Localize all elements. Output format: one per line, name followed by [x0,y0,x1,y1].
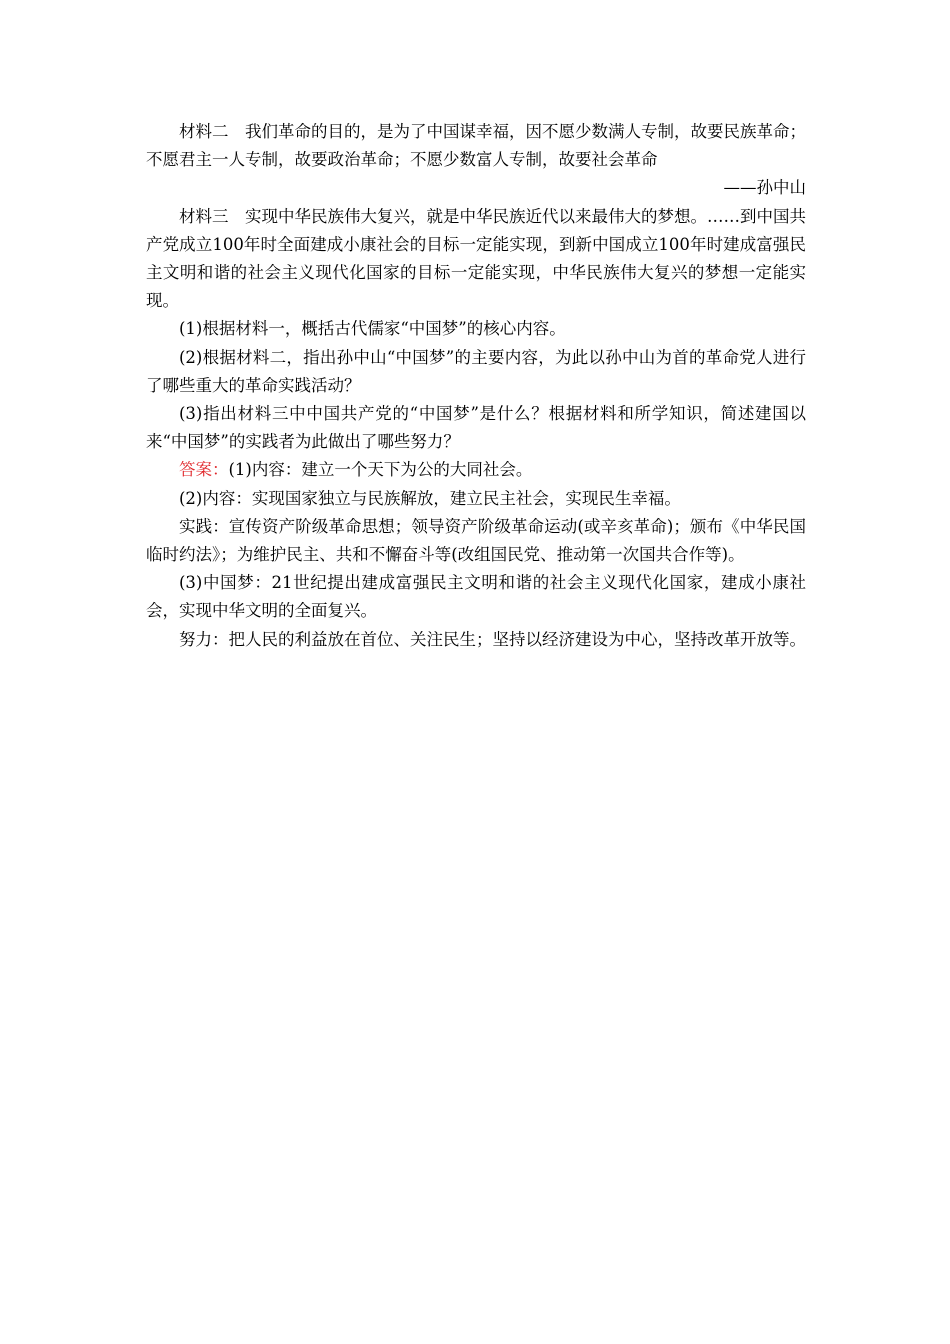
question-one: (1)根据材料一，概括古代儒家“中国梦”的核心内容。 [179,319,566,339]
answer-label: 答案： [179,460,229,480]
answer-three-effort: 努力：把人民的利益放在首位、关注民生；坚持以经济建设为中心，坚持改革开放等。 [179,629,806,649]
answer-two-practice: 实践：宣传资产阶级革命思想；领导资产阶级革命运动(或辛亥革命)；颁布《中华民国临时约法》；为维护民主、共和不懈奋斗等(改组国民党、推动第一次国共合作等)。 [146,516,806,565]
answer-one-text: (1)内容：建立一个天下为公的大同社会。 [228,460,533,480]
material-two-paragraph: 材料二 我们革命的目的，是为了中国谋幸福，因不愿少数满人专制，故要民族革命；不愿君主一人专制，故要政治革命；不愿少数富人专制，故要社会革命 [146,122,806,170]
question-two: (2)根据材料二，指出孙中山“中国梦”的主要内容，为此以孙中山为首的革命党人进行了哪些重大的革命实践活动？ [146,347,806,395]
question-three: (3)指出材料三中中国共产党的“中国梦”是什么？根据材料和所学知识，简述建国以来“中国梦”的实践者为此做出了哪些努力？ [146,404,806,452]
material-three-paragraph: 材料三 实现中华民族伟大复兴，就是中华民族近代以来最伟大的梦想。……到中国共产党成立100年时全面建成小康社会的目标一定能实现，到新中国成立100年时建成富强民主文明和谐的社会主义现代化国家的目标一定能实现，中华民族伟大复兴的梦想一定能实现。 [146,206,806,311]
answer-one [146,456,806,484]
answer-two: (2)内容：实现国家独立与民族解放，建立民主社会，实现民生幸福。 [179,488,681,508]
answer-three: (3)中国梦：21世纪提出建成富强民主文明和谐的社会主义现代化国家，建成小康社会，实现中华文明的全面复兴。 [146,573,806,621]
document-body [146,118,806,654]
material-two-source: ——孙中山 [723,178,806,198]
